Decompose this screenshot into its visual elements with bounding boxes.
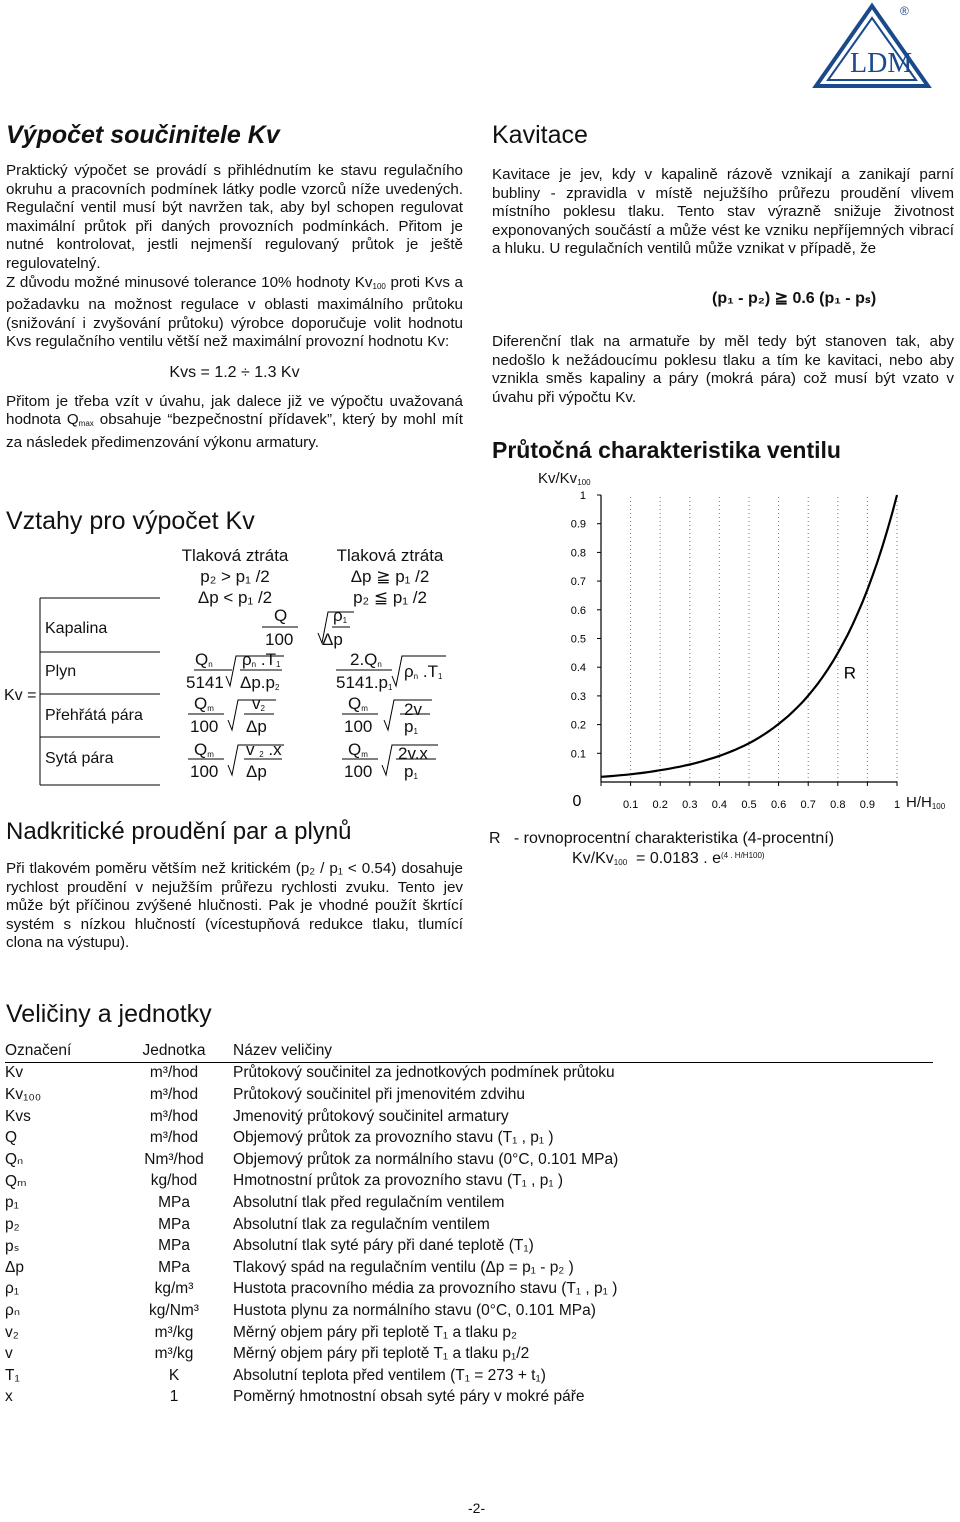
logo-text: LDM bbox=[850, 48, 913, 79]
table-row bbox=[5, 1343, 933, 1365]
units-table bbox=[5, 1040, 933, 1408]
quantity-symbol: Kvs bbox=[5, 1107, 31, 1125]
table-row bbox=[5, 1322, 933, 1344]
x-tick-label: 0.2 bbox=[652, 799, 668, 811]
x-tick-label: 0.6 bbox=[770, 799, 787, 811]
quantity-unit: MPa bbox=[158, 1258, 190, 1276]
table-row bbox=[5, 1149, 933, 1171]
quantity-name: Jmenovitý průtokový součinitel armatury bbox=[233, 1107, 509, 1125]
quantity-symbol: p₂ bbox=[5, 1215, 20, 1233]
kv-calc-paragraph-2: Z důvodu možné minusové tolerance 10% hodnoty $Kv_{100}$ proti Kvs a požadavku na možnost regulace v oblasti maximálního průtoku (snižování i zvyšování průtoku) výrobce doporučuje volit hodnotu Kvs regulačního ventilu větší než maximální provozní hodnotu Kv: bbox=[6, 273, 463, 351]
chart-legend-r: R - rovnoprocentní charakteristika (4-procentní) bbox=[489, 830, 835, 847]
header-unit: Jednotka bbox=[142, 1041, 206, 1059]
kv-calc-paragraph-3: Přitom je třeba vzít v úvahu, jak dalece již ve výpočtu uvažovaná hodnota $Q_{max}$ obsahuje “bezpečnostní přídavek”, který by mohl mít za následek předimenzování výkonu armatury. bbox=[6, 392, 464, 451]
units-header-row bbox=[5, 1040, 933, 1062]
col-supercritical-header: Tlaková ztráta Δp ≧ p₁ /2 p₂ ≦ p₁ /2 bbox=[336, 546, 444, 607]
kavitace-title: Kavitace bbox=[492, 121, 588, 149]
x-tick-label: 0.4 bbox=[711, 799, 728, 811]
quantity-unit: m³/hod bbox=[149, 1064, 199, 1082]
quantity-name: Objemový průtok za normálního stavu (0°C, 0.101 MPa) bbox=[233, 1150, 619, 1168]
kv-calc-title: Výpočet součinitele Kv bbox=[6, 121, 280, 149]
quantity-symbol: pₛ bbox=[5, 1237, 20, 1255]
kavitace-paragraph-2: Diferenční tlak na armatuře by měl tedy být stanoven tak, aby nedošlo k nežádoucímu poklesu tlaku a tím ke kavitaci, nebo aby vznikla směs kapaliny a páry (mokrá pára) což musí být vzato v úvahu při výpočtu Kv. bbox=[492, 333, 954, 406]
quantity-symbol: v bbox=[5, 1345, 13, 1363]
quantity-name: Absolutní tlak za regulačním ventilem bbox=[233, 1215, 490, 1233]
kv-calc-paragraph-1: Praktický výpočet se provádí s přihlédnutím ke stavu regulačního okruhu a pracovních podmínek látky podle vzorců níže uvedených. Regulační ventil musí být navržen tak, aby byl schopen regulovat maximální průtok při daných provozních podmínkách. Přitom je nutné kontrolovat, jestli nejmenší regulovaný průtok je ještě regulovatelný. bbox=[6, 162, 463, 272]
header-symbol: Označení bbox=[5, 1041, 72, 1059]
quantity-symbol: Kv bbox=[5, 1064, 24, 1082]
quantity-symbol: p₁ bbox=[5, 1193, 19, 1211]
x-tick-label: 0.3 bbox=[682, 799, 698, 811]
chart-legend-formula: $Kv/Kv_{100} = 0.0183$ . $e^{(4 . H/H100)}$ bbox=[572, 850, 765, 867]
quantity-name: Měrný objem páry při teplotě T₁ a tlaku p₂ bbox=[233, 1323, 518, 1341]
y-tick-label: 0.2 bbox=[570, 719, 586, 732]
quantity-unit: 1 bbox=[169, 1388, 179, 1406]
y-tick-label: 0.9 bbox=[570, 518, 586, 531]
series-r-label: R bbox=[843, 663, 857, 683]
table-row bbox=[5, 1127, 933, 1149]
quantity-unit: kg/hod bbox=[150, 1172, 198, 1190]
y-tick-label: 0.3 bbox=[570, 690, 586, 703]
table-row bbox=[5, 1257, 933, 1279]
quantity-name: Absolutní teplota před ventilem (T₁ = 273 + t₁) bbox=[233, 1366, 546, 1384]
x-tick-label: 0.5 bbox=[741, 799, 757, 811]
quantity-symbol: Qₘ bbox=[5, 1172, 27, 1190]
x-tick-label: 0.7 bbox=[800, 799, 816, 811]
quantity-name: Tlakový spád na regulačním ventilu (Δp = p₁ - p₂ ) bbox=[233, 1258, 574, 1276]
quantity-unit: kg/m³ bbox=[154, 1280, 194, 1298]
chart-ylabel: $Kv/Kv_{100}$ bbox=[538, 470, 591, 487]
table-row bbox=[5, 1235, 933, 1257]
quantity-name: Poměrný hmotnostní obsah syté páry v mokré páře bbox=[233, 1388, 585, 1406]
quantity-name: Objemový průtok za provozního stavu (T₁ , p₁ ) bbox=[233, 1129, 554, 1147]
quantity-name: Hustota pracovního média za provozního stavu (T₁ , p₁ ) bbox=[233, 1280, 618, 1298]
y-tick-label: 0.1 bbox=[570, 748, 586, 761]
quantity-unit: Nm³/hod bbox=[144, 1150, 204, 1168]
x-tick-label: 0.9 bbox=[859, 799, 876, 811]
quantity-name: Průtokový součinitel při jmenovitém zdvihu bbox=[233, 1085, 526, 1103]
table-row bbox=[5, 1106, 933, 1128]
table-row bbox=[5, 1300, 933, 1322]
quantity-name: Absolutní tlak před regulačním ventilem bbox=[233, 1193, 505, 1211]
quantity-unit: MPa bbox=[158, 1193, 190, 1211]
y-tick-label: 0.8 bbox=[570, 547, 586, 560]
units-title: Veličiny a jednotky bbox=[6, 1000, 212, 1028]
table-row bbox=[5, 1084, 933, 1106]
quantity-unit: m³/hod bbox=[149, 1085, 199, 1103]
flow-characteristic-chart bbox=[480, 480, 960, 820]
quantity-symbol: Q bbox=[5, 1129, 18, 1147]
quantity-name: Měrný objem páry při teplotě T₁ a tlaku p₁/2 bbox=[233, 1345, 530, 1363]
quantity-symbol: ρₙ bbox=[5, 1302, 20, 1320]
y-tick-label: 1 bbox=[579, 490, 586, 502]
table-row bbox=[5, 1171, 933, 1193]
kavitace-formula: (p₁ - p₂) ≧ 0.6 (p₁ - pₛ) bbox=[712, 290, 877, 307]
col-subcritical-header: Tlaková ztráta p₂ > p₁ /2 Δp < p₁ /2 bbox=[181, 546, 289, 607]
vztahy-title: Vztahy pro výpočet Kv bbox=[6, 507, 255, 535]
quantity-unit: MPa bbox=[158, 1215, 190, 1233]
row-prehrata-para: Přehřátá pára bbox=[45, 707, 143, 724]
header-name: Název veličiny bbox=[233, 1041, 333, 1059]
row-plyn: Plyn bbox=[45, 663, 77, 680]
y-tick-label: 0.4 bbox=[570, 662, 586, 675]
page-number: -2- bbox=[468, 1500, 486, 1516]
nadkriticke-title: Nadkritické proudění par a plynů bbox=[6, 818, 352, 845]
quantity-unit: kg/Nm³ bbox=[149, 1301, 199, 1319]
quantity-unit: m³/kg bbox=[154, 1323, 194, 1341]
x-tick-label: 0 bbox=[572, 793, 582, 810]
ldm-logo bbox=[812, 2, 932, 90]
chart-xlabel: $H/H_{100}$ bbox=[906, 794, 946, 811]
x-tick-label: 0.8 bbox=[830, 799, 846, 811]
quantity-symbol: ρ₁ bbox=[5, 1280, 20, 1298]
quantity-symbol: Kv₁₀₀ bbox=[5, 1085, 42, 1103]
quantity-symbol: x bbox=[5, 1388, 13, 1406]
chart-title: Průtočná charakteristika ventilu bbox=[492, 437, 841, 463]
quantity-name: Hustota plynu za normálního stavu (0°C, 0.101 MPa) bbox=[233, 1301, 596, 1319]
quantity-name: Průtokový součinitel za jednotkových podmínek průtoku bbox=[233, 1064, 615, 1082]
row-kapalina: Kapalina bbox=[45, 620, 108, 637]
registered-mark: ® bbox=[900, 4, 909, 18]
kvs-formula: Kvs = 1.2 ÷ 1.3 Kv bbox=[169, 363, 300, 381]
x-tick-label: 0.1 bbox=[622, 799, 639, 811]
nadkriticke-text: Při tlakovém poměru větším než kritickém (p₂ / p₁ < 0.54) dosahuje rychlost proudění v nejužším průřezu rychlosti zvuku. Tento jev může být příčinou zvýšené hlučnosti. Pak je vhodné použít škrtící systém s nízkou hlučností (vícestupňová redukce tlaku, tlumící clona na výstupu). bbox=[6, 860, 463, 952]
table-row bbox=[5, 1279, 933, 1301]
quantity-name: Absolutní tlak syté páry při dané teplotě (T₁) bbox=[233, 1237, 534, 1255]
kavitace-paragraph-1: Kavitace je jev, kdy v kapalině rázově vznikají a zanikají parní bubliny - zpravidla v místě nejužšího průřezu proudění vlivem místního poklesu tlaku. Tento stav výrazně snižuje životnost exponovaných součástí a může vést ke vzniku nepříjemných vibrací a hluku. U regulačních ventilů může vznikat v případě, že bbox=[492, 166, 954, 258]
table-row bbox=[5, 1192, 933, 1214]
table-row bbox=[5, 1365, 933, 1387]
kv-equals-label: Kv = bbox=[4, 687, 37, 704]
quantity-symbol: T₁ bbox=[5, 1366, 20, 1384]
quantity-symbol: v₂ bbox=[5, 1323, 19, 1341]
quantity-symbol: Δp bbox=[5, 1258, 24, 1276]
quantity-unit: m³/hod bbox=[149, 1107, 199, 1125]
quantity-unit: K bbox=[168, 1366, 180, 1384]
quantity-unit: MPa bbox=[158, 1237, 190, 1255]
y-tick-label: 0.7 bbox=[570, 576, 586, 589]
x-tick-label: 1 bbox=[893, 799, 901, 811]
table-row bbox=[5, 1214, 933, 1236]
quantity-unit: m³/kg bbox=[154, 1345, 194, 1363]
y-tick-label: 0.6 bbox=[570, 604, 586, 617]
y-tick-label: 0.5 bbox=[570, 633, 586, 646]
row-syta-para: Sytá pára bbox=[45, 750, 114, 767]
quantity-symbol: Qₙ bbox=[5, 1151, 24, 1169]
table-row bbox=[5, 1387, 933, 1409]
quantity-unit: m³/hod bbox=[149, 1129, 199, 1147]
quantity-name: Hmotnostní průtok za provozního stavu (T₁ , p₁ ) bbox=[233, 1172, 564, 1190]
table-row bbox=[5, 1062, 933, 1084]
